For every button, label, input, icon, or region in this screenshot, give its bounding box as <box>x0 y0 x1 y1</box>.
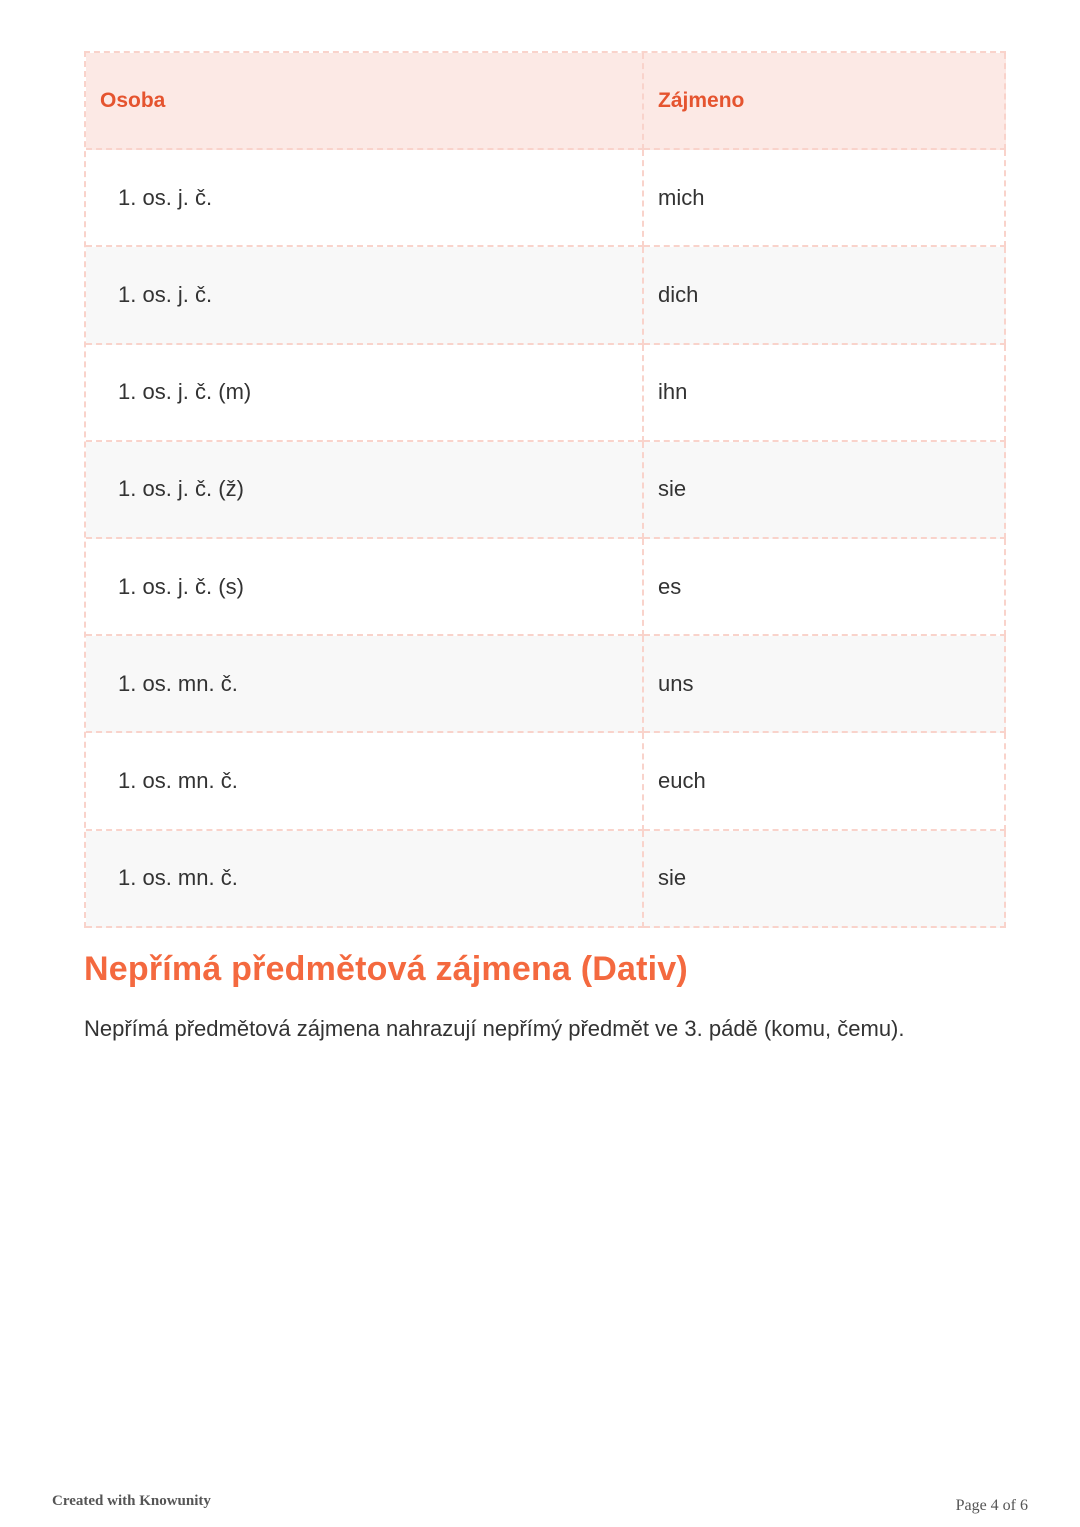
table-row <box>86 345 1006 442</box>
pronoun-cell: mich <box>644 150 1006 247</box>
table-row <box>86 539 1006 636</box>
section-heading: Nepřímá předmětová zájmena (Dativ) <box>84 950 688 988</box>
page-number: Page 4 of 6 <box>955 1497 1028 1514</box>
person-cell: 1. os. j. č. <box>86 247 644 344</box>
pronoun-cell: ihn <box>644 345 1006 442</box>
table-row <box>86 831 1006 928</box>
header-zajmeno: Zájmeno <box>658 88 745 112</box>
person-cell: 1. os. j. č. (ž) <box>86 442 644 539</box>
person-cell: 1. os. j. č. (m) <box>86 345 644 442</box>
header-osoba: Osoba <box>100 88 166 112</box>
person-cell: 1. os. j. č. (s) <box>86 539 644 636</box>
person-cell: 1. os. j. č. <box>86 150 644 247</box>
table-header-row <box>86 53 1006 150</box>
pronoun-table <box>84 51 1006 928</box>
table-header-cell <box>86 53 644 150</box>
pronoun-cell: sie <box>644 442 1006 539</box>
pronoun-cell: uns <box>644 636 1006 733</box>
table-row <box>86 150 1006 247</box>
table-row <box>86 733 1006 830</box>
pronoun-cell: sie <box>644 831 1006 928</box>
table-row <box>86 636 1006 733</box>
pronoun-cell: dich <box>644 247 1006 344</box>
person-cell: 1. os. mn. č. <box>86 636 644 733</box>
footer-credit: Created with Knowunity <box>52 1493 211 1509</box>
table-row <box>86 442 1006 539</box>
pronoun-cell: euch <box>644 733 1006 830</box>
pronoun-cell: es <box>644 539 1006 636</box>
table-row <box>86 247 1006 344</box>
person-cell: 1. os. mn. č. <box>86 733 644 830</box>
person-cell: 1. os. mn. č. <box>86 831 644 928</box>
table-header-cell <box>644 53 1006 150</box>
section-paragraph: Nepřímá předmětová zájmena nahrazují nepřímý předmět ve 3. pádě (komu, čemu). <box>84 1016 905 1041</box>
